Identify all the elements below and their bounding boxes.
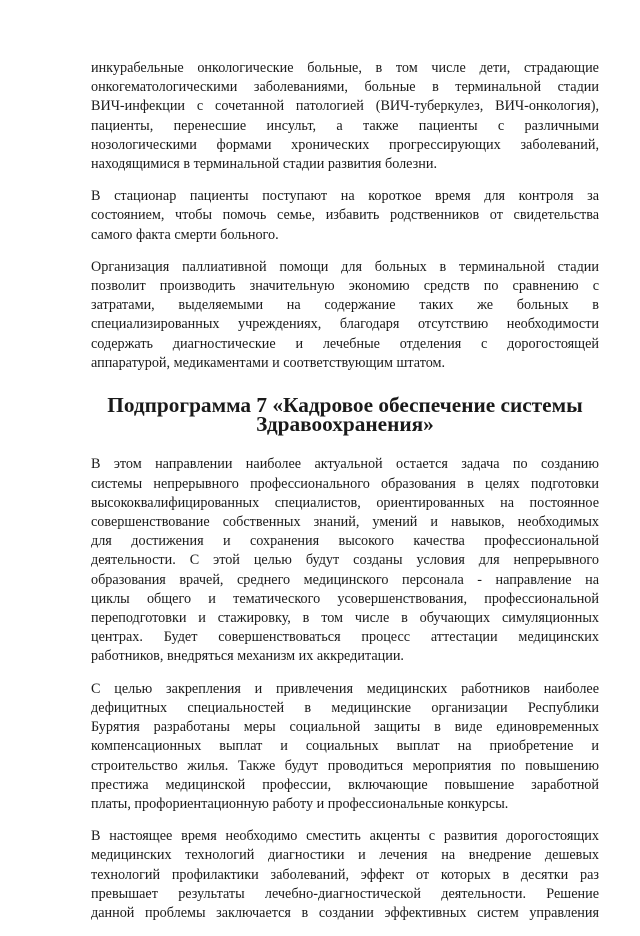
paragraph-line: С целью закрепления и привлечения медицинских работников наиболее: [91, 680, 599, 697]
body-paragraph: [91, 455, 599, 666]
paragraph-line: данной проблемы заключается в создании эффективных систем управления: [91, 904, 599, 921]
paragraph-line: состоянием, чтобы помочь семье, избавить родственников от свидетельства: [91, 207, 599, 224]
paragraph-line: высококвалифицированных специалистов, ориентированных на постоянное: [91, 494, 599, 511]
paragraph-line: престижа медицинской профессии, включающие повышение заработной: [91, 776, 599, 793]
paragraph-line: содержать диагностические и лечебные отделения с дорогостоящей: [91, 335, 599, 352]
body-paragraph: [91, 827, 599, 923]
paragraph-line: специализированных учреждениях, благодаря отсутствию необходимости: [91, 316, 599, 333]
paragraph-line: компенсационных выплат и социальных выплат на приобретение и: [91, 738, 599, 755]
paragraph-line: технологий профилактики заболеваний, эффект от которых в десятки раз: [91, 866, 599, 883]
paragraph-line: для достижения и сохранения высокого качества профессиональной: [91, 533, 599, 550]
document-page: [91, 59, 599, 936]
paragraph-line: образования врачей, среднего медицинского персонала - направление на: [91, 571, 599, 588]
paragraph-line: аппаратурой, медикаментами и соответствующим штатом.: [91, 354, 446, 371]
paragraph-line: медицинских технологий диагностики и лечения на внедрение дешевых: [91, 847, 599, 864]
paragraph-line: затратами, выделяемыми на содержание таких же больных в: [91, 297, 599, 314]
paragraph-line: дефицитных специальностей в медицинские организации Республики: [91, 699, 599, 716]
body-paragraph: [91, 187, 599, 245]
paragraph-line: циклы общего и тематического усовершенствования, профессиональной: [91, 590, 599, 607]
paragraph-line: находящимися в терминальной стадии развития болезни.: [91, 156, 437, 173]
paragraph-line: центрах. Будет совершенствоваться процесс аттестации медицинских: [91, 629, 599, 646]
heading-line: Здравоохранения»: [256, 412, 434, 437]
paragraph-line: инкурабельные онкологические больные, в том числе дети, страдающие: [91, 60, 599, 76]
paragraph-line: В настоящее время необходимо сместить акценты с развития дорогостоящих: [91, 828, 599, 845]
paragraph-line: В стационар пациенты поступают на короткое время для контроля за: [91, 188, 599, 205]
paragraph-line: позволит производить значительную экономию средств по сравнению с: [91, 278, 599, 295]
body-paragraph: [91, 680, 599, 814]
paragraph-line: нозологическими формами хронических прогрессирующих заболеваний,: [91, 136, 599, 153]
paragraph-line: деятельности. С этой целью будут созданы условия для непрерывного: [91, 552, 599, 569]
paragraph-line: строительство жилья. Также будут проводиться мероприятия по повышению: [91, 757, 599, 774]
paragraph-line: ВИЧ-инфекции с сочетанной патологией (ВИЧ-туберкулез, ВИЧ-онкология),: [91, 98, 599, 115]
paragraph-line: В этом направлении наиболее актуальной остается задача по созданию: [91, 456, 599, 473]
paragraph-line: пациенты, перенесшие инсульт, а также пациенты с различными: [91, 117, 599, 134]
body-paragraph: [91, 59, 599, 174]
body-paragraph: [91, 258, 599, 373]
paragraph-line: платы, профориентационную работу и профессиональные конкурсы.: [91, 795, 509, 812]
paragraph-line: самого факта смерти больного.: [91, 226, 279, 243]
paragraph-line: системы непрерывного профессионального образования в целях подготовки: [91, 475, 599, 492]
heading-line: Подпрограмма 7 «Кадровое обеспечение системы: [107, 393, 583, 418]
paragraph-line: переподготовки и стажировку, в том числе в обучающих симуляционных: [91, 610, 599, 627]
section-heading: [91, 393, 599, 437]
paragraph-line: работников, внедряться механизм их аккредитации.: [91, 648, 404, 665]
paragraph-line: Бурятия разработаны меры социальной защиты в виде единовременных: [91, 719, 599, 736]
paragraph-line: Организация паллиативной помощи для больных в терминальной стадии: [91, 258, 599, 275]
paragraph-line: совершенствование собственных знаний, умений и навыков, необходимых: [91, 514, 599, 531]
paragraph-line: превышает результаты лечебно-диагностической деятельности. Решение: [91, 885, 599, 902]
document-body: [91, 59, 599, 923]
paragraph-line: онкогематологическими заболеваниями, больные в терминальной стадии: [91, 79, 599, 96]
